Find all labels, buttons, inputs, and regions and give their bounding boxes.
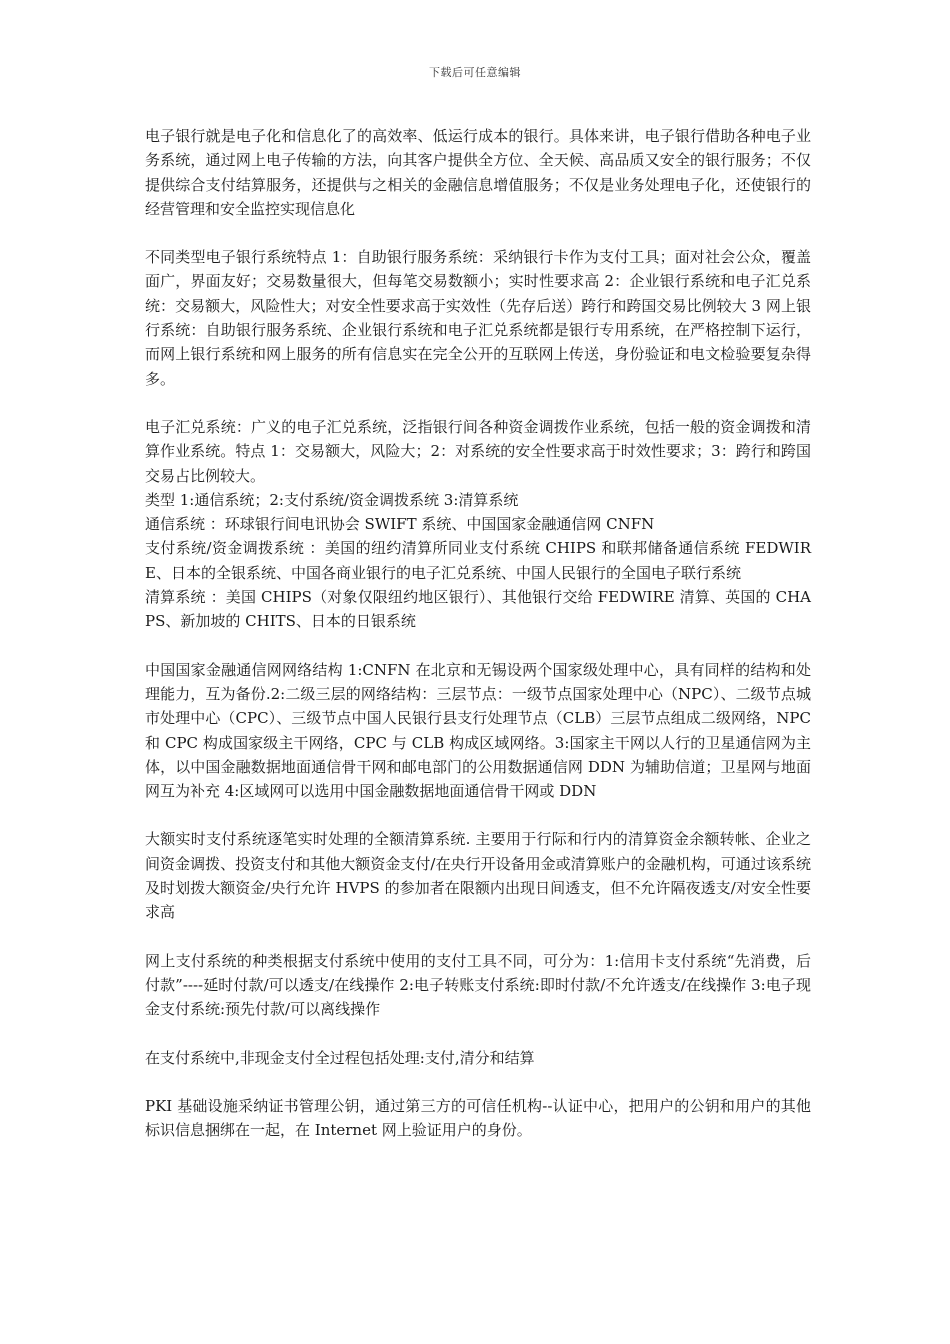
paragraph-payment-system: 支付系统/资金调拨系统 ：美国的纽约清算所同业支付系统 CHIPS 和联邦储备通信系统 FEDWIRE、日本的全银系统、中国各商业银行的电子汇兑系统、中国人民银行的全国电子联行系统 [145, 539, 811, 582]
paragraph-communication-system: 通信系统 ：环球银行间电讯协会 SWIFT 系统、中国国家金融通信网 CNFN [145, 515, 655, 534]
paragraph-hvps: 大额实时支付系统逐笔实时处理的全额清算系统. 主要用于行际和行内的清算资金余额转帐、企业之间资金调拨、投资支付和其他大额资金支付/在央行开设备用金或清算账户的金融机构，可通过该系统及时划拨大额资金/央行允许 HVPS 的参加者在限额内出现日间透支，但不允许隔夜透支/对安全性要求高 [145, 830, 811, 922]
paragraph-e-bank-definition: 电子银行就是电子化和信息化了的高效率、低运行成本的银行。具体来讲，电子银行借助各种电子业务系统，通过网上电子传输的方法，向其客户提供全方位、全天候、高品质又安全的银行服务；不仅提供综合支付结算服务，还提供与之相关的金融信息增值服务；不仅是业务处理电子化，还使银行的经营管理和安全监控实现信息化 [145, 127, 811, 218]
paragraph-non-cash-payment: 在支付系统中,非现金支付全过程包括处理:支付,清分和结算 [145, 1048, 535, 1067]
paragraph-system-features: 不同类型电子银行系统特点 1：自助银行服务系统：采纳银行卡作为支付工具；面对社会公众，覆盖面广，界面友好；交易数量很大，但每笔交易数额小；实时性要求高 2：企业银行系统和电子汇兑系统：交易额大，风险性大；对安全性要求高于实效性（先存后送）跨行和跨国交易比例较大 3 网上银行系统：自助银行服务系统、企业银行系统和电子汇兑系统都是银行专用系统，在严格控制下运行，而网上银行系统和网上服务的所有信息实在完全公开的互联网上传送，身份验证和电文检验要复杂得多。 [145, 248, 811, 388]
paragraph-cnfn-structure: 中国国家金融通信网网络结构 1:CNFN 在北京和无锡设两个国家级处理中心，具有同样的结构和处理能力，互为备份.2:二级三层的网络结构：三层节点：一级节点国家处理中心（NPC）、二级节点城市处理中心（CPC）、三级节点中国人民银行县支行处理节点（CLB）三层节点组成二级网络，NPC 和 CPC 构成国家级主干网络，CPC 与 CLB 构成区域网络。3:国家主干网以人行的卫星通信网为主体，以中国金融数据地面通信骨干网和邮电部门的公用数据通信网 DDN 为辅助信道；卫星网与地面网互为补充 4:区域网可以选用中国金融数据地面通信骨干网或 DDN [145, 660, 811, 801]
page-header: 下载后可任意编辑 [429, 66, 521, 79]
document-body [145, 124, 811, 1166]
paragraph-pki: PKI 基础设施采纳证书管理公钥，通过第三方的可信任机构--认证中心，把用户的公钥和用户的其他 标识信息捆绑在一起，在 Internet 网上验证用户的身份。 [145, 1096, 811, 1140]
paragraph-e-remittance: 电子汇兑系统：广义的电子汇兑系统，泛指银行间各种资金调拨作业系统，包括一般的资金调拨和清算作业系统。特点 1：交易额大，风险大；2：对系统的安全性要求高于时效性要求；3：跨行和跨国交易占比例较大。 [145, 417, 811, 485]
paragraph-clearing-system: 清算系统 ：美国 CHIPS（对象仅限纽约地区银行）、其他银行交给 FEDWIRE 清算、英国的 CHAPS、新加坡的 CHITS、日本的日银系统 [145, 588, 811, 631]
paragraph-online-payment-types: 网上支付系统的种类根据支付系统中使用的支付工具不同，可分为：1:信用卡支付系统“先消费，后付款”----延时付款/可以透支/在线操作 2:电子转账支付系统:即时付款/不允许透支/在线操作 3:电子现金支付系统:预先付款/可以离线操作 [145, 951, 811, 1019]
paragraph-system-types: 类型 1:通信系统；2:支付系统/资金调拨系统 3:清算系统 [145, 490, 519, 509]
